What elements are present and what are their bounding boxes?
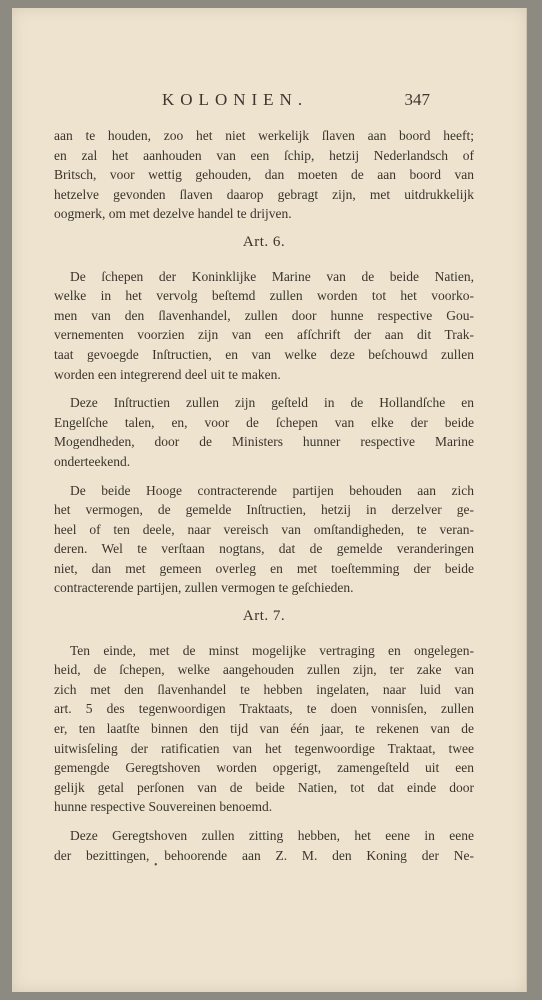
text-line: Britsch, voor wettig gehouden, dan moeten de aan boord van — [54, 167, 474, 183]
text-line: men van den ſlavenhandel, zullen door hunne respective Gou- — [54, 307, 474, 323]
text-line: oogmerk, om met dezelve handel te drijven. — [54, 206, 292, 222]
text-line: welke in het vervolg beſtemd zullen worden tot het voorko- — [54, 288, 474, 304]
page-header — [12, 90, 526, 120]
text-line: hetzelve gevonden ſlaven daarop gebragt zijn, met uitdrukkelijk — [54, 186, 474, 202]
text-line: Deze Inſtructien zullen zijn geſteld in de Hollandſche en — [70, 395, 474, 411]
text-line: De ſchepen der Koninklijke Marine van de beide Natien, — [70, 268, 474, 284]
article-heading: Art. 6. — [242, 233, 286, 250]
text-line: heid, de ſchepen, welke aangehouden zullen zijn, ter zake van — [54, 662, 474, 678]
text-line: worden een integrerend deel uit te maken. — [54, 366, 281, 382]
text-line: onderteekend. — [54, 453, 131, 469]
text-line: hunne respective Souvereinen benoemd. — [54, 799, 273, 815]
text-line: uitwisſeling der ratificatien van het tegenwoordige Traktaat, twee — [54, 740, 474, 756]
signature-mark: • — [154, 860, 158, 871]
text-line: gemengde Geregtshoven worden opgerigt, zamengeſteld uit een — [54, 760, 474, 776]
text-line: Mogendheden, door de Ministers hunner respective Marine — [54, 434, 474, 450]
paragraph — [54, 393, 474, 471]
text-line: Ten einde, met de minst mogelijke vertraging en ongelegen- — [70, 642, 474, 658]
text-line: Engelſche talen, en, voor de ſchepen van elke der beide — [54, 414, 474, 430]
text-line: zich met den ſlavenhandel te hebben ingelaten, naar luid van — [54, 681, 474, 697]
body-text — [54, 126, 474, 874]
text-line: vernementen voorzien zijn van een afſchrift der aan dit Trak- — [54, 327, 474, 343]
paragraph — [54, 126, 474, 224]
text-line: gelijk getal perſonen van de beide Natien, tot dat einde door — [54, 779, 474, 795]
text-line: er, ten laatſte binnen den tijd van één jaar, te rekenen van de — [54, 721, 474, 737]
text-line: niet, dan met gemeen overleg en met toeſtemming der beide — [54, 560, 474, 576]
paragraph — [54, 826, 474, 865]
text-line: en zal het aanhouden van een ſchip, hetzij Nederlandsch of — [54, 147, 474, 163]
paragraph — [54, 267, 474, 385]
text-line: Deze Geregtshoven zullen zitting hebben, het eene in eene — [70, 828, 474, 843]
text-line: deren. Wel te verſtaan nogtans, dat de gemelde veranderingen — [54, 541, 474, 557]
article-heading: Art. 7. — [242, 608, 286, 625]
book-page — [12, 8, 527, 992]
paragraph — [54, 641, 474, 817]
text-line: der bezittingen, behoorende aan Z. M. den Koning der Ne- — [54, 847, 474, 863]
text-line: art. 5 des tegenwoordigen Traktaats, te doen vonnisſen, zullen — [54, 701, 474, 717]
running-title: KOLONIEN. — [162, 90, 309, 109]
text-line: taat gevoegde Inſtructien, en van welke deze beſchouwd zullen — [54, 346, 474, 362]
page-number: 347 — [404, 90, 430, 109]
paragraph — [54, 481, 474, 599]
text-line: het vermogen, de gemelde Inſtructien, hetzij in derzelver ge- — [54, 502, 474, 518]
text-line: contracterende partijen, zullen vermogen te geſchieden. — [54, 580, 354, 596]
text-line: heel of ten deele, naar vereisch van omſtandigheden, te veran- — [54, 521, 474, 537]
text-line: aan te houden, zoo het niet werkelijk ſlaven aan boord heeft; — [54, 128, 474, 143]
text-line: De beide Hooge contracterende partijen behouden aan zich — [70, 482, 474, 498]
